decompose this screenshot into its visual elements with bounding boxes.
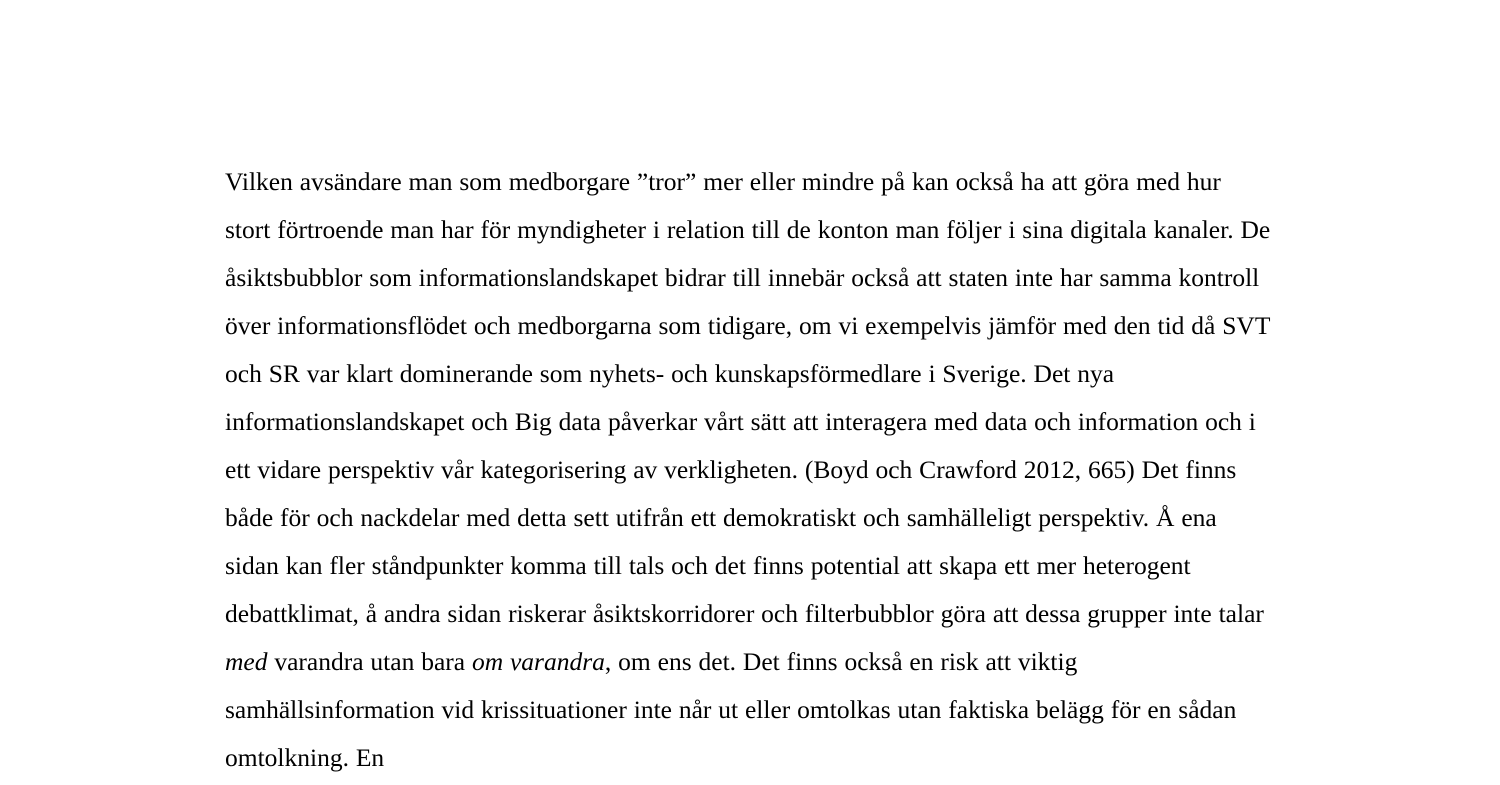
text-column <box>225 158 1273 782</box>
paragraph-text-run-1: Vilken avsändare man som medborgare ”tror” mer eller mindre på kan också ha att göra med hur stort förtroende man har för myndigheter i relation till de konton man följer i sina digitala kanaler. De åsiktsbubblor som informationslandskapet bidrar till innebär också att staten inte har samma kontroll över informationsflödet och medborgarna som tidigare, om vi exempelvis jämför med den tid då SVT och SR var klart dominerande som nyhets- och kunskapsförmedlare i Sverige. Det nya informationslandskapet och Big data påverkar vårt sätt att interagera med data och information och i ett vidare perspektiv vår kategorisering av verkligheten. (Boyd och Crawford 2012, 665) Det finns både för och nackdelar med detta sett utifrån ett demokratiskt och samhälleligt perspektiv. Å ena sidan kan fler ståndpunkter komma till tals och det finns potential att skapa ett mer heterogent debattklimat, å andra sidan riskerar åsiktskorridorer och filterbubblor göra att dessa grupper inte talar <box>225 167 1271 628</box>
paragraph-text-run-2: varandra utan bara <box>267 647 472 676</box>
paragraph-text-run-3: , om ens det. Det finns också en risk att viktig samhällsinformation vid krissituationer inte når ut eller omtolkas utan faktiska belägg för en sådan omtolkning. En <box>225 647 1237 772</box>
italic-run-2: om varandra <box>471 647 605 676</box>
body-paragraph <box>225 158 1273 782</box>
italic-run-1: med <box>225 647 268 676</box>
